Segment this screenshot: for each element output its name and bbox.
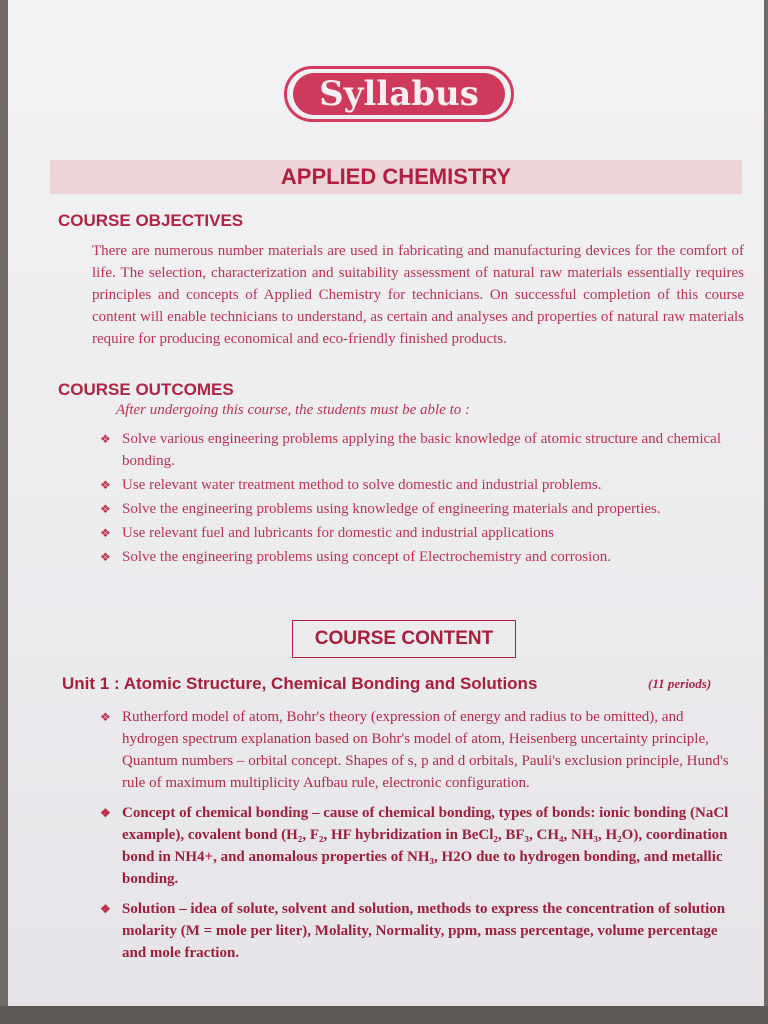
subject-title: APPLIED CHEMISTRY — [280, 164, 512, 189]
diamond-bullet-icon: ❖ — [100, 806, 111, 820]
list-item — [96, 498, 742, 520]
page-bottom-edge — [0, 1006, 768, 1024]
outcome-text: Use relevant water treatment method to solve domestic and industrial problems. — [122, 477, 602, 493]
diamond-bullet-icon: ❖ — [100, 432, 111, 446]
list-item — [96, 546, 742, 568]
topic-text: Rutherford model of atom, Bohr's theory (expression of energy and radius to be omitted), and hydrogen spectrum explanation based on Bohr's model of atom, Heisenberg uncertainty principle, Quantum numbers – orbital concept. Shapes of s, p and d orbitals, Pauli's exclusion principle, Hund's rule of maximum multiplicity Aufbau rule, electronic configuration. — [122, 709, 729, 791]
diamond-bullet-icon: ❖ — [100, 902, 111, 916]
diamond-bullet-icon: ❖ — [100, 550, 111, 564]
outcome-text: Solve the engineering problems using knowledge of engineering materials and properties. — [122, 501, 661, 517]
list-item — [96, 522, 742, 544]
syllabus-badge-label: Syllabus — [293, 73, 505, 115]
diamond-bullet-icon: ❖ — [100, 526, 111, 540]
list-item — [96, 474, 742, 496]
objectives-paragraph: There are numerous number materials are used in fabricating and manufacturing devices for the comfort of life. The selection, characterization and suitability assessment of natural raw materials essentially requires principles and concepts of Applied Chemistry for technicians. On successful completion of this course content will enable technicians to understand, as certain and analyses and properties of natural raw materials require for producing economical and eco-friendly finished products. — [92, 243, 744, 347]
diamond-bullet-icon: ❖ — [100, 502, 111, 516]
outcome-text: Solve the engineering problems using concept of Electrochemistry and corrosion. — [122, 549, 612, 565]
list-item — [96, 428, 742, 472]
list-item — [96, 898, 742, 964]
list-item — [96, 706, 742, 794]
list-item — [96, 802, 742, 890]
objectives-heading: COURSE OBJECTIVES — [58, 211, 244, 230]
outcomes-intro: After undergoing this course, the students must be able to : — [116, 402, 470, 418]
outcome-text: Use relevant fuel and lubricants for domestic and industrial applications — [122, 525, 554, 541]
unit-1-periods: (11 periods) — [648, 676, 712, 691]
diamond-bullet-icon: ❖ — [100, 710, 111, 724]
diamond-bullet-icon: ❖ — [100, 478, 111, 492]
topic-text: Solution – idea of solute, solvent and solution, methods to express the concentration of solution molarity (M = mole per liter), Molality, Normality, ppm, mass percentage, volume percentage and mole fraction. — [122, 901, 726, 961]
topic-text: Concept of chemical bonding – cause of chemical bonding, types of bonds: ionic bonding (NaCl example), covalent bond (H₂, F₂, HF hybridization in BeCl₂, BF₃, CH₄, NH₃, H₂O), coordination bond in NH4+, and anomalous properties of NH₃, H2O due to hydrogen bonding, and metallic bonding. — [122, 805, 729, 887]
outcomes-list — [96, 428, 742, 570]
unit-1-topics — [96, 706, 742, 966]
syllabus-page — [8, 0, 764, 1010]
outcomes-heading: COURSE OUTCOMES — [58, 380, 234, 399]
outcome-text: Solve various engineering problems applying the basic knowledge of atomic structure and chemical bonding. — [122, 431, 721, 469]
syllabus-badge — [284, 66, 514, 122]
unit-1-title: Unit 1 : Atomic Structure, Chemical Bonding and Solutions — [62, 674, 538, 693]
course-content-heading: COURSE CONTENT — [292, 620, 516, 658]
